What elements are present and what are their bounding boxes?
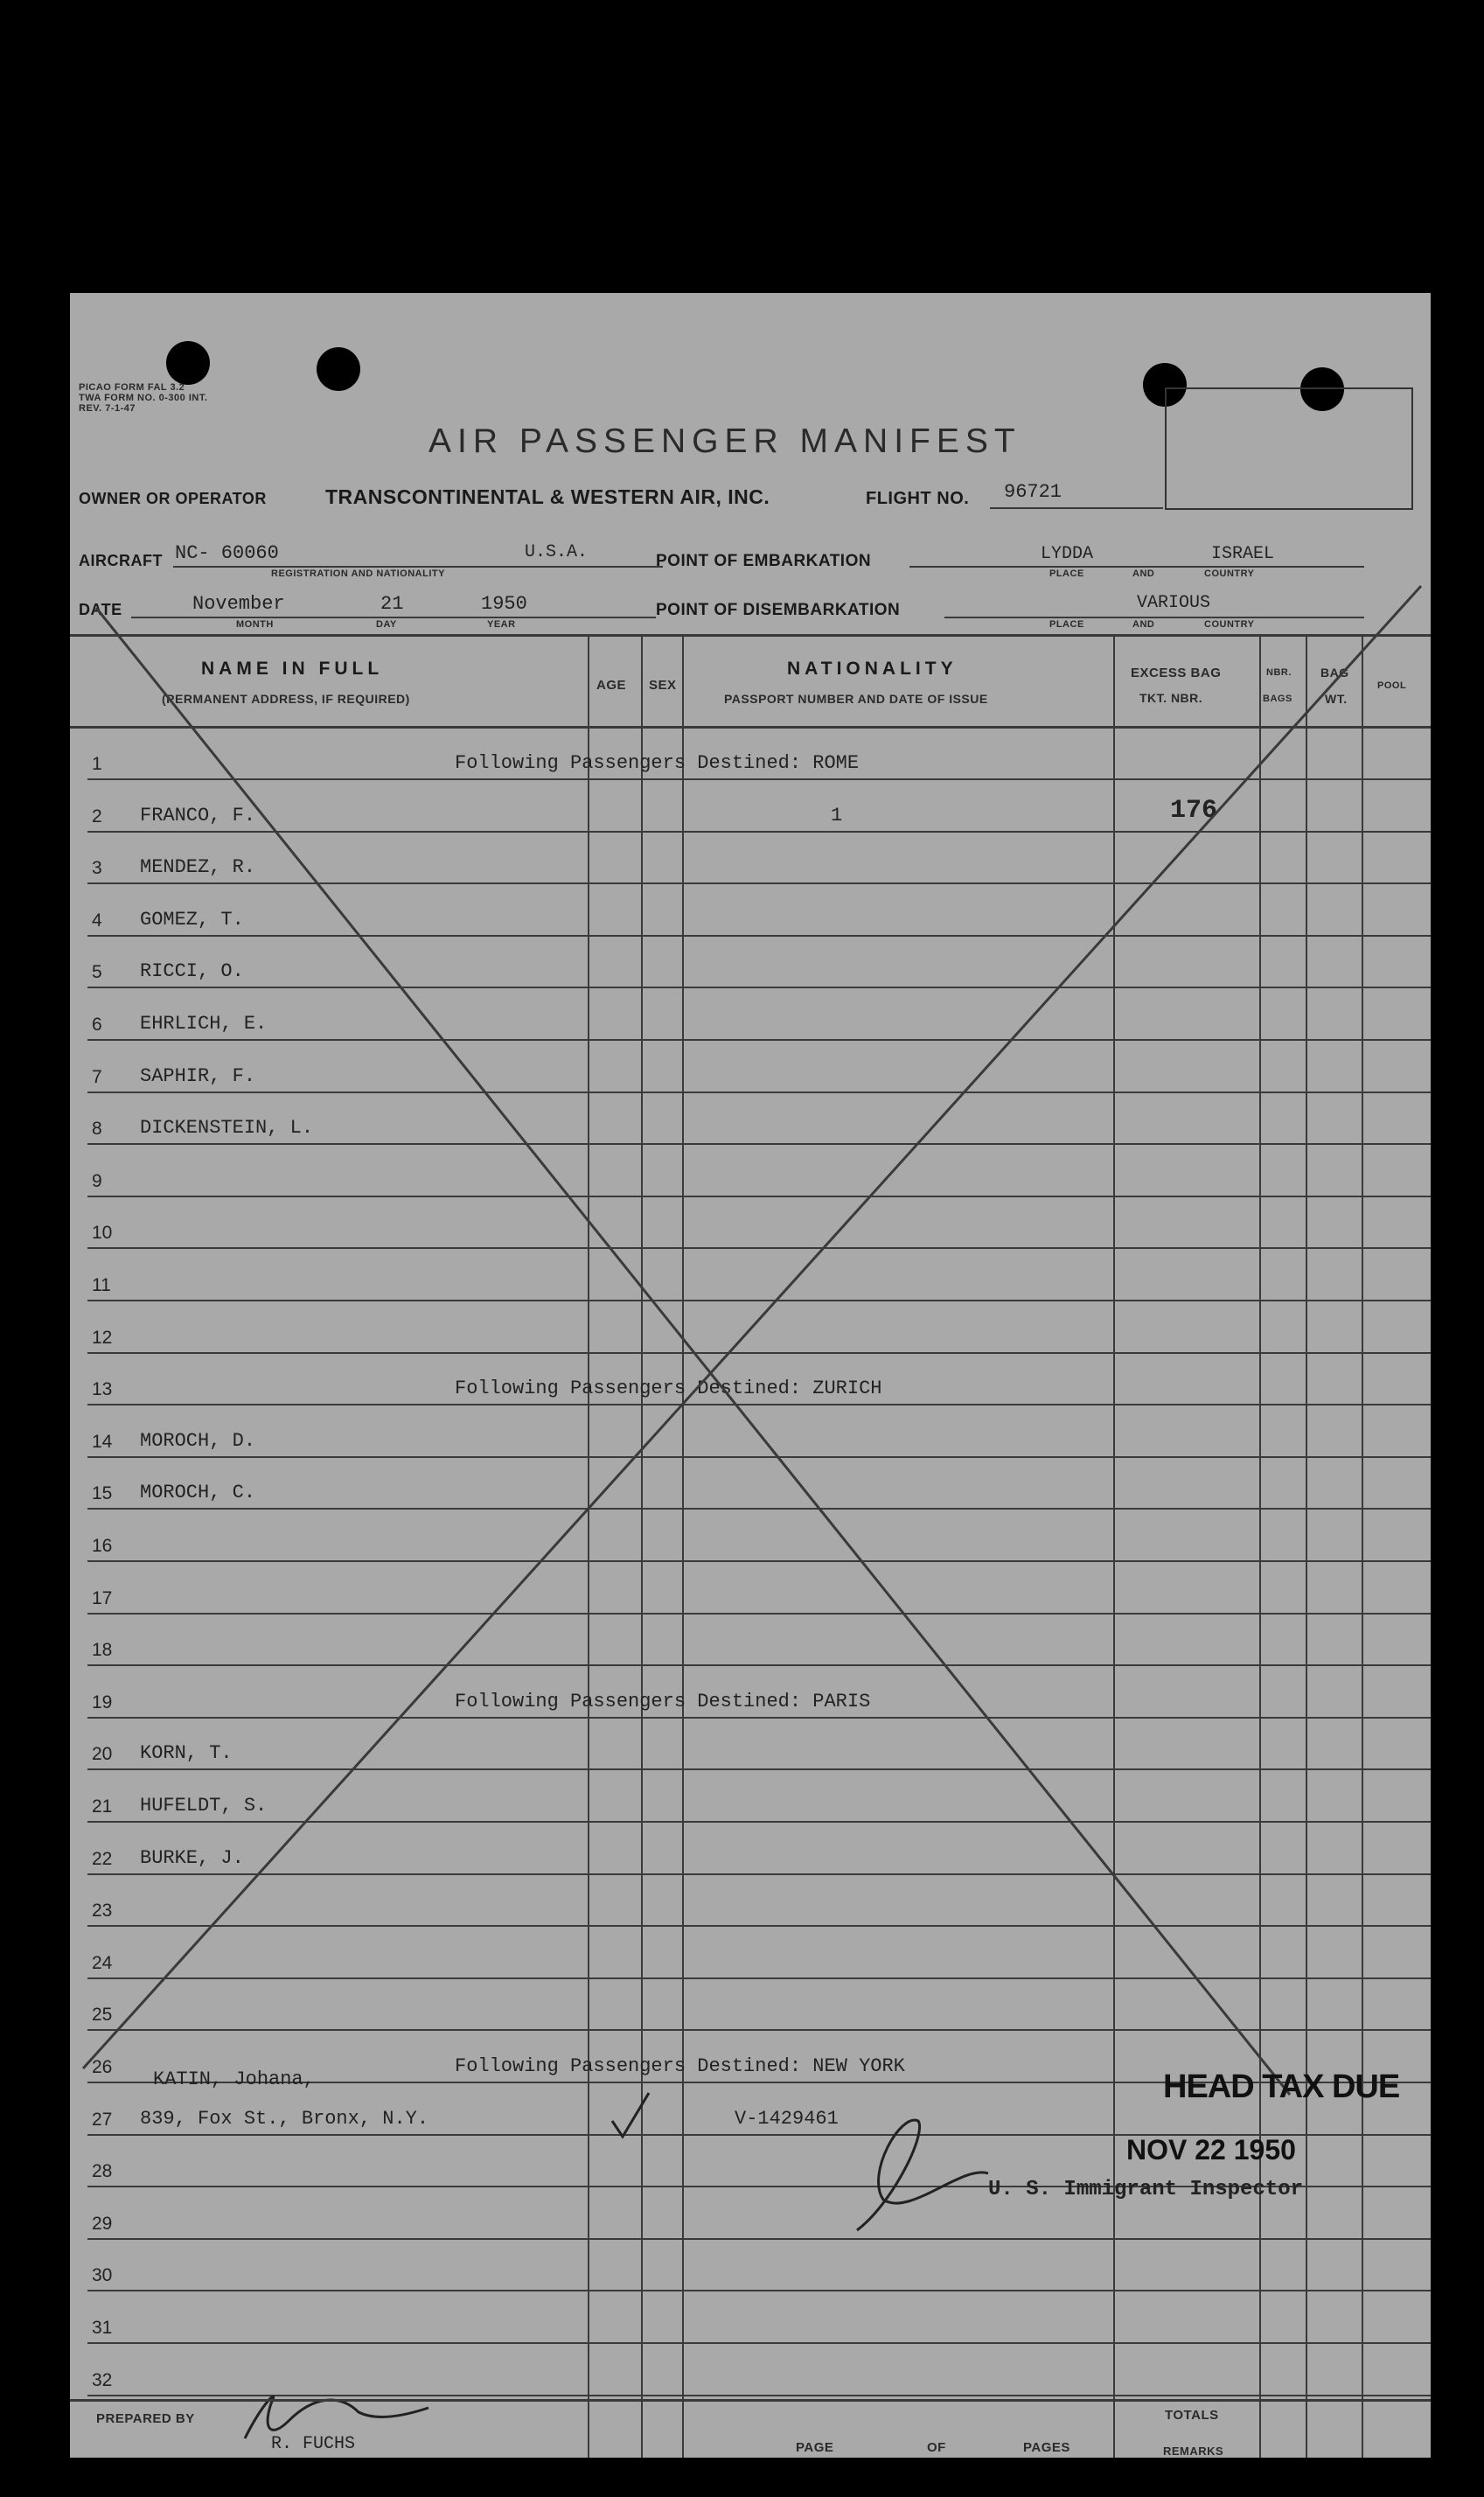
- date-month: November: [192, 593, 285, 615]
- row-number: 30: [92, 2265, 113, 2286]
- destination-heading: Following Passengers Destined: NEW YORK: [455, 2055, 905, 2077]
- excess-bag-ticket: 176: [1170, 795, 1218, 826]
- col-nationality-sub: PASSPORT NUMBER AND DATE OF ISSUE: [724, 692, 988, 706]
- passenger-name: GOMEZ, T.: [140, 908, 244, 931]
- aircraft-label: AIRCRAFT: [79, 552, 163, 569]
- of-label: OF: [927, 2440, 946, 2455]
- row-number: 15: [92, 1483, 113, 1504]
- col-nbr-sub: BAGS: [1263, 694, 1292, 704]
- embark-label: POINT OF EMBARKATION: [656, 552, 872, 570]
- date-day-sub: DAY: [376, 619, 397, 630]
- passenger-name: RICCI, O.: [140, 960, 244, 983]
- row-number: 9: [92, 1170, 102, 1191]
- page-label: PAGE: [796, 2440, 834, 2455]
- row-number: 5: [92, 962, 102, 983]
- passport-number: 1: [831, 804, 843, 827]
- form-id-2: TWA FORM NO. 0-300 INT.: [79, 393, 208, 403]
- aircraft-registration: NC- 60060: [175, 542, 279, 564]
- row-number: 10: [92, 1223, 113, 1244]
- passenger-name: MOROCH, D.: [140, 1429, 256, 1452]
- row-number: 8: [92, 1119, 102, 1140]
- date-month-sub: MONTH: [236, 619, 274, 630]
- date-year: 1950: [481, 593, 527, 615]
- cross-out-mark: [70, 293, 1431, 2458]
- embark-place-sub: PLACE: [1049, 568, 1084, 579]
- page-title: AIR PASSENGER MANIFEST: [428, 422, 1021, 460]
- flight-label: FLIGHT NO.: [866, 489, 970, 508]
- date-year-sub: YEAR: [487, 619, 516, 630]
- col-pool-header: POOL: [1377, 680, 1407, 691]
- passenger-name: 839, Fox St., Bronx, N.Y.: [140, 2107, 429, 2130]
- form-id-3: REV. 7-1-47: [79, 403, 136, 414]
- embark-and-sub: AND: [1132, 568, 1155, 579]
- disembark-label: POINT OF DISEMBARKATION: [656, 601, 901, 619]
- aircraft-sub: REGISTRATION AND NATIONALITY: [271, 568, 445, 579]
- passenger-name: SAPHIR, F.: [140, 1064, 256, 1087]
- date-label: DATE: [79, 601, 122, 618]
- passenger-name: KORN, T.: [140, 1742, 233, 1765]
- destination-heading: Following Passengers Destined: ZURICH: [455, 1378, 882, 1400]
- row-number: 28: [92, 2161, 113, 2182]
- footer-rule: [70, 2399, 1431, 2402]
- manifest-sheet: [70, 293, 1431, 2458]
- row-number: 21: [92, 1796, 113, 1817]
- col-excess-header: EXCESS BAG: [1131, 666, 1222, 680]
- totals-label: TOTALS: [1165, 2408, 1219, 2423]
- row-number: 2: [92, 806, 102, 827]
- passenger-name: MOROCH, C.: [140, 1482, 256, 1504]
- passport-number: V-1429461: [735, 2107, 839, 2130]
- row-number: 4: [92, 910, 102, 931]
- disembark-country-sub: COUNTRY: [1204, 619, 1255, 630]
- col-bag-header: BAG: [1320, 666, 1349, 680]
- embark-country: ISRAEL: [1211, 544, 1275, 564]
- row-number: 12: [92, 1327, 113, 1348]
- row-number: 20: [92, 1744, 113, 1765]
- col-nbr-header: NBR.: [1266, 667, 1292, 678]
- col-sex-header: SEX: [649, 678, 677, 693]
- row-number: 18: [92, 1640, 113, 1661]
- prepared-by-label: PREPARED BY: [96, 2411, 195, 2426]
- row-number: 7: [92, 1066, 102, 1087]
- owner-value: TRANSCONTINENTAL & WESTERN AIR, INC.: [325, 485, 770, 508]
- row-number: 1: [92, 754, 102, 774]
- row-number: 17: [92, 1587, 113, 1608]
- row-number: 25: [92, 2005, 113, 2026]
- date-day: 21: [380, 593, 404, 615]
- owner-label: OWNER OR OPERATOR: [79, 490, 267, 507]
- passenger-name: MENDEZ, R.: [140, 856, 256, 879]
- stamp-inspector: U. S. Immigrant Inspector: [988, 2178, 1304, 2201]
- row-number: 24: [92, 1952, 113, 1973]
- row-number: 32: [92, 2369, 113, 2390]
- aircraft-nationality: U.S.A.: [525, 542, 589, 562]
- col-excess-sub: TKT. NBR.: [1139, 691, 1203, 705]
- row-number: 27: [92, 2109, 113, 2130]
- row-number: 13: [92, 1379, 113, 1400]
- col-name-sub: (PERMANENT ADDRESS, IF REQUIRED): [162, 692, 410, 706]
- destination-heading: Following Passengers Destined: ROME: [455, 752, 860, 774]
- flight-value: 96721: [1004, 481, 1062, 503]
- pages-label: PAGES: [1023, 2440, 1070, 2455]
- row-number: 26: [92, 2057, 113, 2077]
- passenger-name: HUFELDT, S.: [140, 1795, 268, 1817]
- col-name-header: NAME IN FULL: [201, 659, 384, 679]
- row-number: 23: [92, 1901, 113, 1922]
- passenger-name: EHRLICH, E.: [140, 1013, 268, 1035]
- disembark-place: VARIOUS: [1137, 593, 1211, 613]
- passenger-name-27: KATIN, Johana,: [153, 2068, 315, 2090]
- disembark-place-sub: PLACE: [1049, 619, 1084, 630]
- embark-country-sub: COUNTRY: [1204, 568, 1255, 579]
- form-id-1: PICAO FORM FAL 3.2: [79, 382, 185, 393]
- row-number: 16: [92, 1536, 113, 1556]
- col-bag-sub: WT.: [1325, 692, 1348, 706]
- row-number: 29: [92, 2213, 113, 2234]
- col-nationality-header: NATIONALITY: [787, 659, 958, 679]
- passenger-name: DICKENSTEIN, L.: [140, 1117, 314, 1140]
- row-number: 22: [92, 1848, 113, 1869]
- head-tax-stamp: HEAD TAX DUE: [1163, 2068, 1400, 2105]
- passenger-name: BURKE, J.: [140, 1846, 244, 1869]
- row-number: 14: [92, 1431, 113, 1452]
- destination-heading: Following Passengers Destined: PARIS: [455, 1690, 871, 1712]
- stamp-date: NOV 22 1950: [1126, 2134, 1296, 2166]
- col-age-header: AGE: [596, 678, 627, 693]
- remarks-label: REMARKS: [1163, 2445, 1224, 2458]
- row-number: 6: [92, 1015, 102, 1035]
- passenger-name: FRANCO, F.: [140, 804, 256, 827]
- row-number: 31: [92, 2318, 113, 2338]
- embark-place: LYDDA: [1041, 544, 1094, 564]
- row-number: 11: [92, 1275, 111, 1295]
- row-number: 19: [92, 1691, 113, 1712]
- row-number: 3: [92, 858, 102, 879]
- disembark-and-sub: AND: [1132, 619, 1155, 630]
- preparer-name: R. FUCHS: [271, 2434, 356, 2454]
